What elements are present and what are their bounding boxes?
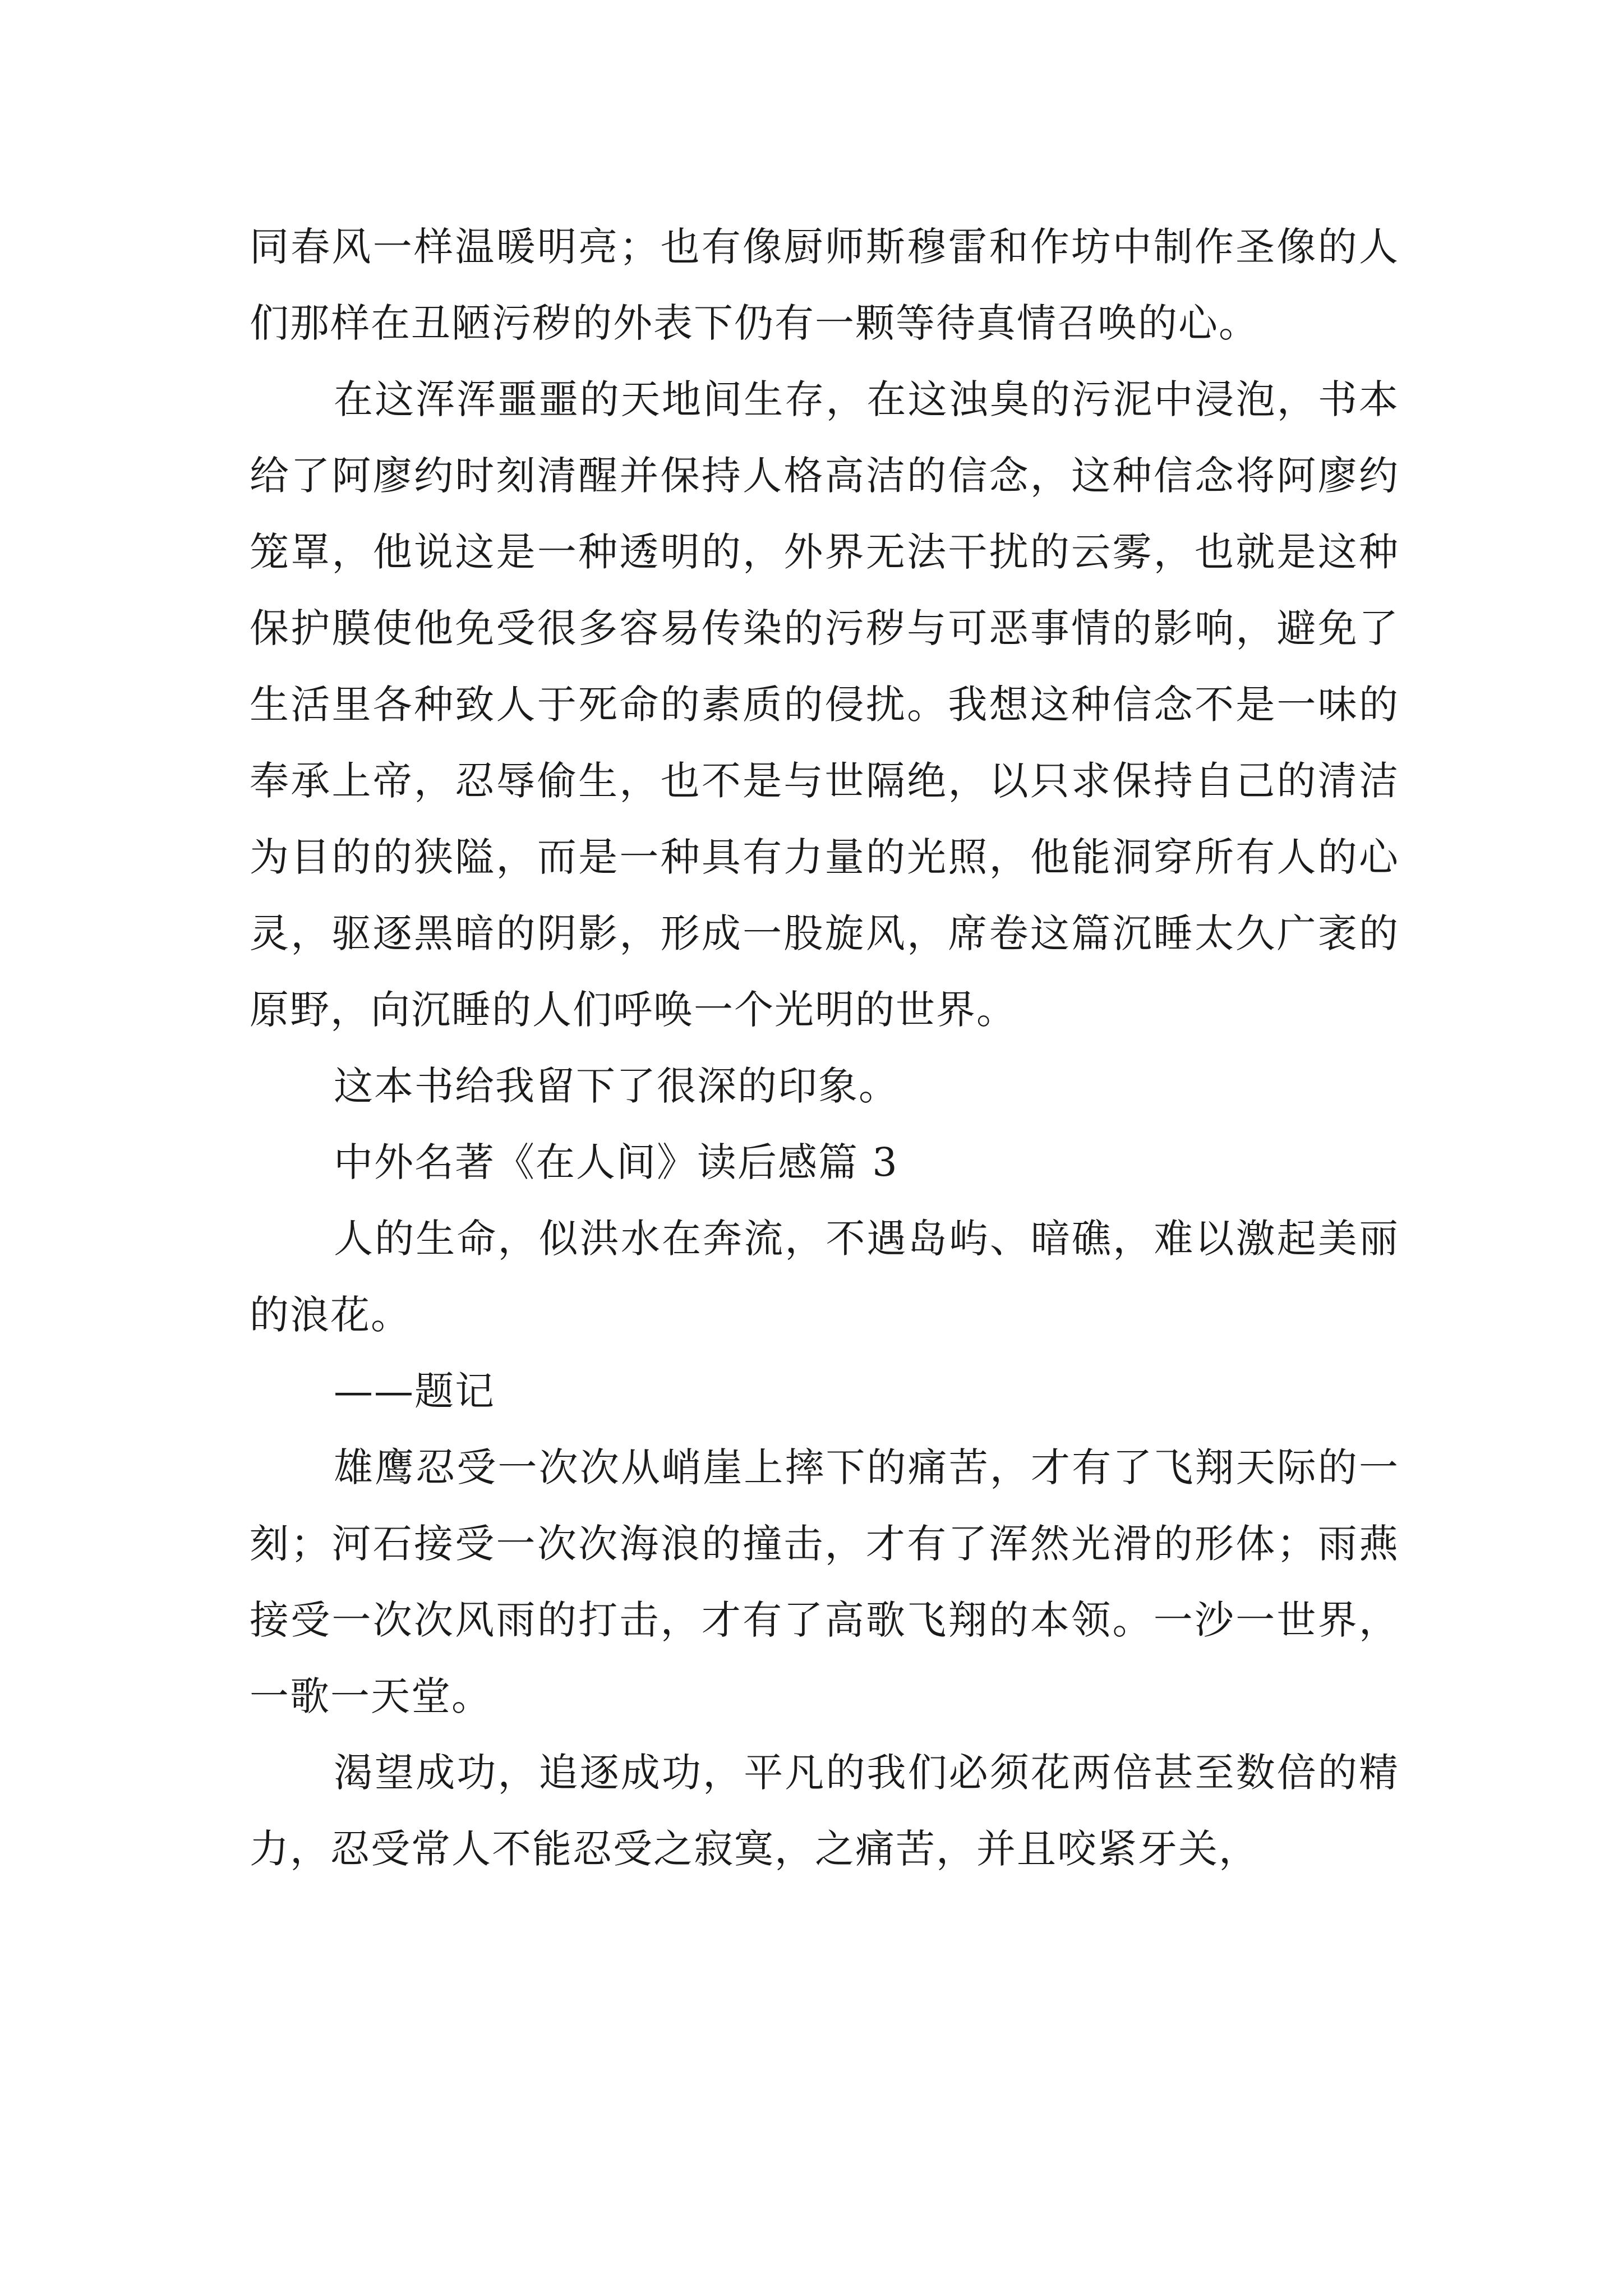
paragraph-eagle: 雄鹰忍受一次次从峭崖上摔下的痛苦，才有了飞翔天际的一刻；河石接受一次次海浪的撞击，才有了浑然光滑的形体；雨燕接受一次次风雨的打击，才有了高歌飞翔的本领。一沙一世界，一歌一天堂。 <box>250 1444 1399 1719</box>
paragraph-epigraph-attribution: ——题记 <box>334 1368 495 1414</box>
document-body <box>250 209 1399 1887</box>
paragraph-epigraph: 人的生命，似洪水在奔流，不遇岛屿、暗礁，难以激起美丽的浪花。 <box>250 1216 1399 1338</box>
paragraph-impression: 这本书给我留下了很深的印象。 <box>334 1063 899 1109</box>
paragraph-continuation: 同春风一样温暖明亮；也有像厨师斯穆雷和作坊中制作圣像的人们那样在丑陋污秽的外表下仍有一颗等待真情召唤的心。 <box>250 224 1399 346</box>
paragraph-belief: 在这浑浑噩噩的天地间生存，在这浊臭的污泥中浸泡，书本给了阿廖约时刻清醒并保持人格高洁的信念，这种信念将阿廖约笼罩，他说这是一种透明的，外界无法干扰的云雾，也就是这种保护膜使他免受很多容易传染的污秽与可恶事情的影响，避免了生活里各种致人于死命的素质的侵扰。我想这种信念不是一味的奉承上帝，忍辱偷生，也不是与世隔绝，以只求保持自己的清洁为目的的狭隘，而是一种具有力量的光照，他能洞穿所有人的心灵，驱逐黑暗的阴影，形成一股旋风，席卷这篇沉睡太久广袤的原野，向沉睡的人们呼唤一个光明的世界。 <box>250 376 1399 1033</box>
paragraph-success: 渴望成功，追逐成功，平凡的我们必须花两倍甚至数倍的精力，忍受常人不能忍受之寂寞，之痛苦，并且咬紧牙关， <box>250 1750 1399 1872</box>
section-heading: 中外名著《在人间》读后感篇 3 <box>334 1139 898 1185</box>
